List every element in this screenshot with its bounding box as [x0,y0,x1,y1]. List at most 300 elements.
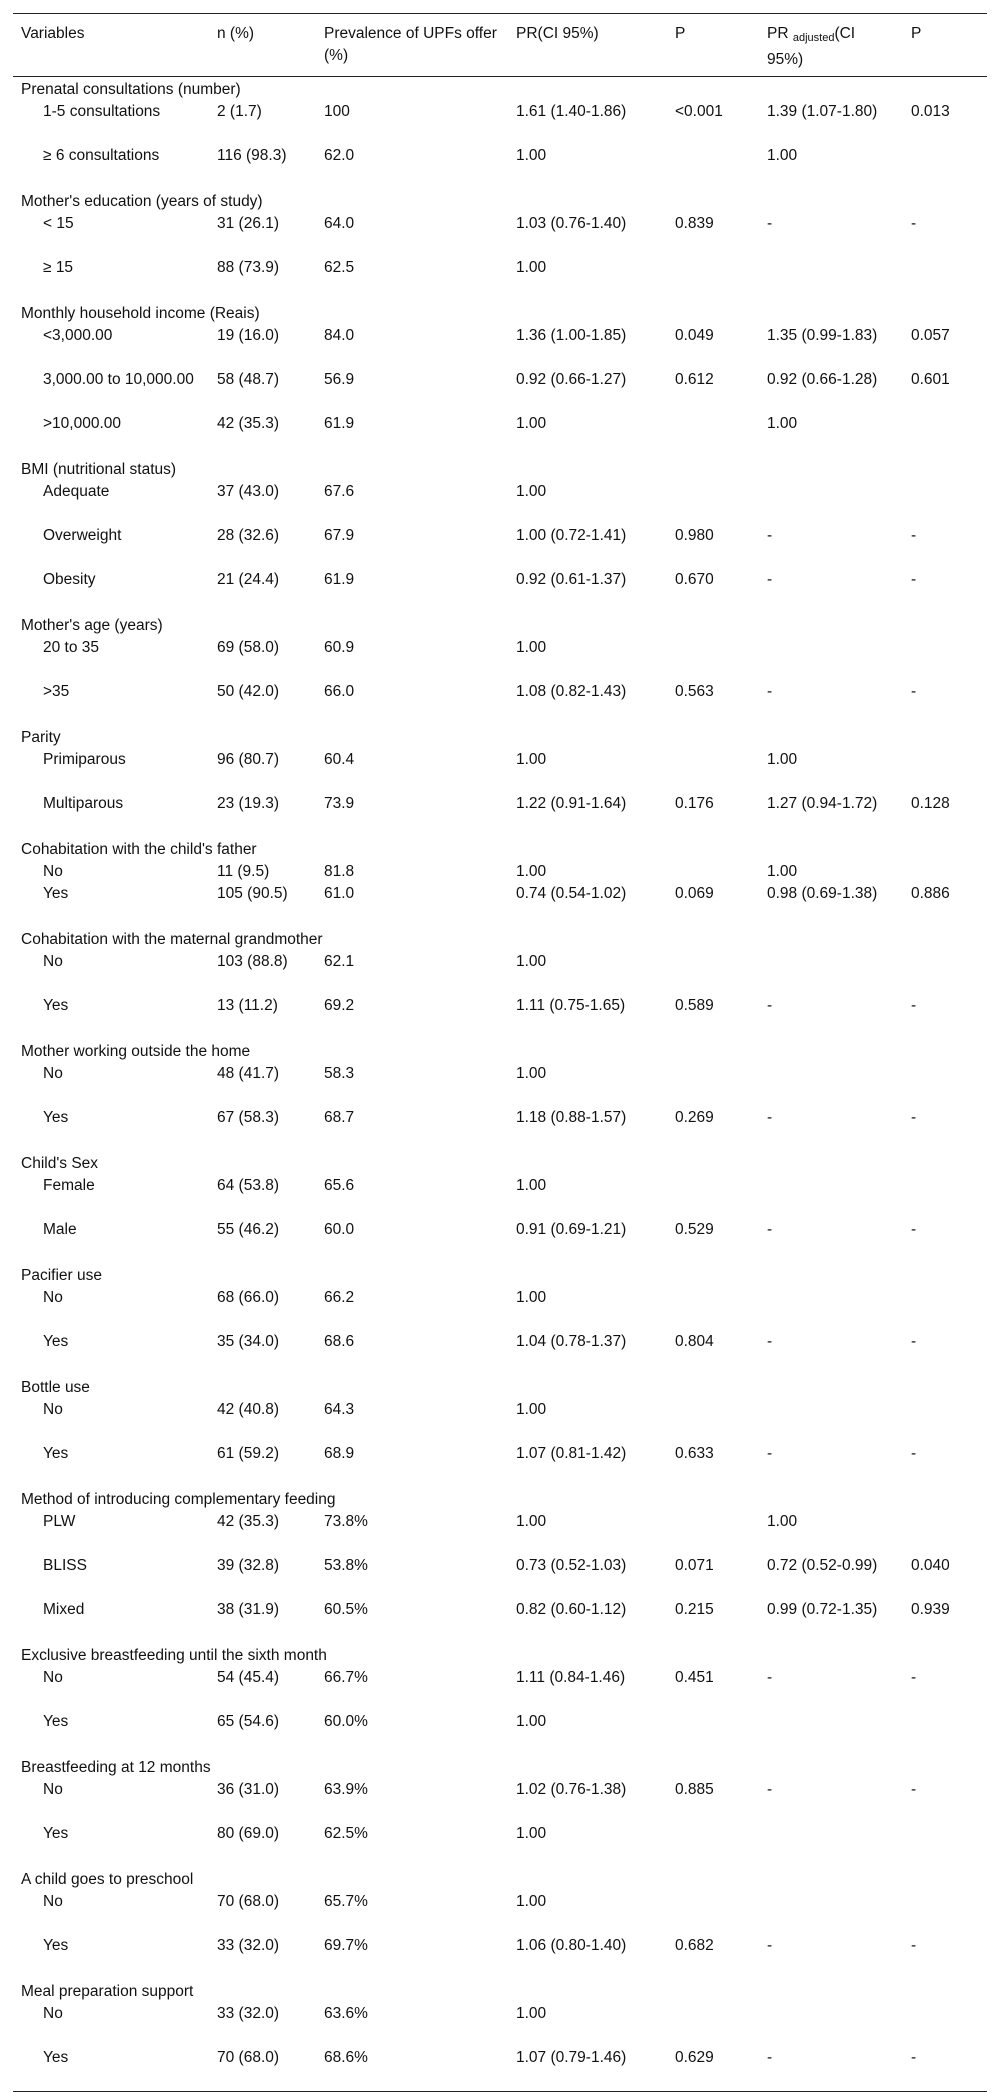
p-adjusted-cell: - [911,1333,917,1350]
p-adjusted-cell [903,145,987,189]
pr-adjusted-cell [759,1175,903,1219]
table-row [13,681,987,725]
n-cell: 69 (58.0) [217,639,280,656]
n-cell: 103 (88.8) [217,953,288,970]
pr-adjusted-cell: - [767,997,773,1014]
n-cell: 11 (9.5) [217,863,270,880]
pr-adjusted-cell: - [767,683,773,700]
prevalence-cell: 62.5% [324,1825,368,1842]
p-adjusted-cell [903,1287,987,1331]
prevalence-cell: 53.8% [324,1557,368,1574]
p-cell: 0.804 [675,1333,714,1350]
p-adjusted-cell: 0.128 [911,795,950,812]
n-cell: 42 (35.3) [217,1513,280,1530]
n-cell: 42 (40.8) [217,1401,280,1418]
pr-adjusted-cell: 0.99 (0.72-1.35) [767,1601,878,1618]
pr-adjusted-cell: 1.00 [767,751,798,768]
table-row [13,749,987,793]
p-adjusted-cell [903,637,987,681]
group-row [13,1375,987,1399]
prevalence-cell: 62.1 [324,953,355,970]
prevalence-cell: 68.6% [324,2049,368,2066]
prevalence-cell: 56.9 [324,371,355,388]
variable-cell: Yes [43,885,69,902]
pr-adjusted-cell [759,1891,903,1935]
n-cell: 2 (1.7) [217,103,262,120]
pr-cell: 0.92 (0.66-1.27) [516,371,627,388]
variable-cell: Female [43,1177,95,1194]
pr-adjusted-cell: - [767,571,773,588]
n-cell: 65 (54.6) [217,1713,280,1730]
pr-adjusted-cell: - [767,1333,773,1350]
p-cell [667,1511,759,1555]
table-row [13,1063,987,1107]
table-row [13,1711,987,1755]
p-cell: 0.589 [675,997,714,1014]
p-adjusted-cell [903,257,987,301]
p-cell [667,1175,759,1219]
variable-cell: ≥ 15 [43,259,74,276]
pr-cell: 0.91 (0.69-1.21) [516,1221,627,1238]
pr-adjusted-cell [759,1711,903,1755]
table-row [13,861,987,883]
header-p-adjusted: P [911,25,922,42]
variable-cell: 20 to 35 [43,639,100,656]
pr-cell: 1.04 (0.78-1.37) [516,1333,627,1350]
group-row [13,837,987,861]
header-variables: Variables [21,25,85,42]
p-adjusted-cell: - [911,527,917,544]
prevalence-cell: 66.0 [324,683,355,700]
pr-cell: 1.00 [516,1825,547,1842]
group-title: BMI (nutritional status) [21,461,177,478]
p-cell [667,481,759,525]
variable-cell: Yes [43,1109,69,1126]
variable-cell: Yes [43,2049,69,2066]
table-row [13,1399,987,1443]
group-title: Pacifier use [21,1267,102,1284]
group-row [13,1263,987,1287]
header-pr-adjusted-prefix: PR [767,25,789,42]
prevalence-cell: 68.6 [324,1333,355,1350]
header-n: n (%) [217,25,255,42]
p-cell: 0.612 [675,371,714,388]
variable-cell: Obesity [43,571,96,588]
p-adjusted-cell [903,1175,987,1219]
p-adjusted-cell: - [911,1445,917,1462]
p-cell [667,1711,759,1755]
variable-cell: Yes [43,1825,69,1842]
table-row [13,1219,987,1263]
table-row [13,525,987,569]
group-row [13,1487,987,1511]
group-row [13,1867,987,1891]
variable-cell: >10,000.00 [43,415,122,432]
pr-cell: 1.00 [516,863,547,880]
p-adjusted-cell: - [911,1669,917,1686]
pr-cell: 1.00 [516,639,547,656]
pr-cell: 1.03 (0.76-1.40) [516,215,627,232]
pr-adjusted-cell [759,951,903,995]
p-cell: 0.633 [675,1445,714,1462]
n-cell: 28 (32.6) [217,527,280,544]
variable-cell: Overweight [43,527,122,544]
variable-cell: No [43,953,63,970]
prevalence-cell: 60.4 [324,751,355,768]
prevalence-cell: 68.7 [324,1109,355,1126]
pr-cell: 1.00 [516,1177,547,1194]
table-row [13,637,987,681]
pr-adjusted-cell: - [767,1669,773,1686]
n-cell: 68 (66.0) [217,1289,280,1306]
table-row [13,257,987,301]
variable-cell: Yes [43,997,69,1014]
n-cell: 80 (69.0) [217,1825,280,1842]
pr-adjusted-cell [759,1287,903,1331]
table-row [13,1555,987,1599]
p-adjusted-cell [903,1711,987,1755]
prevalence-cell: 60.0% [324,1713,368,1730]
pr-adjusted-cell: 1.35 (0.99-1.83) [767,327,878,344]
prevalence-cell: 60.0 [324,1221,355,1238]
prevalence-cell: 84.0 [324,327,355,344]
variable-cell: < 15 [43,215,74,232]
table-row [13,325,987,369]
variable-cell: No [43,1893,63,1910]
prevalence-cell: 60.5% [324,1601,368,1618]
pr-cell: 1.00 [516,1289,547,1306]
table-row [13,883,987,927]
pr-adjusted-cell: - [767,1937,773,1954]
variable-cell: Yes [43,1445,69,1462]
pr-cell: 1.07 (0.79-1.46) [516,2049,627,2066]
variable-cell: No [43,1065,63,1082]
table-row [13,1443,987,1487]
n-cell: 19 (16.0) [217,327,280,344]
n-cell: 70 (68.0) [217,1893,280,1910]
pr-adjusted-cell: - [767,1109,773,1126]
pr-cell: 1.00 [516,1713,547,1730]
prevalence-cell: 64.3 [324,1401,355,1418]
pr-adjusted-cell: - [767,215,773,232]
variable-cell: ≥ 6 consultations [43,147,160,164]
table-row [13,995,987,1039]
n-cell: 48 (41.7) [217,1065,280,1082]
pr-adjusted-cell [759,1063,903,1107]
pr-adjusted-cell: 0.98 (0.69-1.38) [767,885,878,902]
p-cell: 0.176 [675,795,714,812]
pr-adjusted-cell: - [767,2049,773,2066]
p-cell [667,257,759,301]
p-cell: 0.629 [675,2049,714,2066]
p-cell: 0.071 [675,1557,714,1574]
variable-cell: Multiparous [43,795,124,812]
variable-cell: BLISS [43,1557,87,1574]
p-adjusted-cell [903,1399,987,1443]
prevalence-cell: 65.6 [324,1177,355,1194]
n-cell: 70 (68.0) [217,2049,280,2066]
pr-cell: 0.92 (0.61-1.37) [516,571,627,588]
pr-adjusted-cell: 1.00 [767,1513,798,1530]
table-row [13,369,987,413]
group-title: Meal preparation support [21,1983,194,2000]
prevalence-cell: 63.6% [324,2005,368,2022]
pr-cell: 1.11 (0.84-1.46) [516,1669,626,1686]
p-cell [667,1891,759,1935]
group-row [13,1643,987,1667]
n-cell: 33 (32.0) [217,2005,280,2022]
pr-adjusted-cell: 0.92 (0.66-1.28) [767,371,878,388]
pr-cell: 1.00 [516,953,547,970]
pr-adjusted-cell: - [767,1781,773,1798]
p-cell [667,951,759,995]
group-row [13,189,987,213]
n-cell: 35 (34.0) [217,1333,280,1350]
group-row [13,613,987,637]
p-adjusted-cell: 0.601 [911,371,950,388]
prevalence-cell: 60.9 [324,639,355,656]
p-adjusted-cell [903,481,987,525]
header-row [13,14,987,77]
table-row [13,1175,987,1219]
pr-cell: 1.07 (0.81-1.42) [516,1445,627,1462]
header-pr-adjusted-sub: adjusted [792,32,835,44]
p-cell: 0.269 [675,1109,714,1126]
table-row [13,2003,987,2047]
variable-cell: No [43,1781,63,1798]
group-row [13,927,987,951]
table-row [13,1891,987,1935]
pr-cell: 1.00 [516,1065,547,1082]
group-title: Method of introducing complementary feeding [21,1491,336,1508]
variable-cell: No [43,863,63,880]
pr-cell: 1.11 (0.75-1.65) [516,997,626,1014]
pr-cell: 1.00 [516,259,547,276]
p-cell: 0.451 [675,1669,714,1686]
n-cell: 39 (32.8) [217,1557,280,1574]
p-cell [667,1063,759,1107]
table-row [13,481,987,525]
p-cell: 0.529 [675,1221,714,1238]
variable-cell: No [43,1401,63,1418]
pr-cell: 1.00 [516,147,547,164]
p-adjusted-cell [903,749,987,793]
n-cell: 42 (35.3) [217,415,280,432]
pr-cell: 1.18 (0.88-1.57) [516,1109,627,1126]
n-cell: 37 (43.0) [217,483,280,500]
p-adjusted-cell: - [911,215,917,232]
p-adjusted-cell [903,1063,987,1107]
group-title: Child's Sex [21,1155,99,1172]
pr-adjusted-cell: 1.00 [767,415,798,432]
prevalence-cell: 67.6 [324,483,355,500]
prevalence-cell: 73.8% [324,1513,368,1530]
pr-adjusted-cell: 1.39 (1.07-1.80) [767,103,878,120]
prevalence-cell: 62.0 [324,147,355,164]
variable-cell: >35 [43,683,70,700]
p-adjusted-cell [903,413,987,457]
p-cell [667,1287,759,1331]
prevalence-cell: 58.3 [324,1065,355,1082]
pr-cell: 1.00 [516,1893,547,1910]
table-row [13,101,987,145]
p-cell: 0.839 [675,215,714,232]
p-adjusted-cell: 0.013 [911,103,950,120]
variable-cell: Adequate [43,483,110,500]
p-adjusted-cell: 0.886 [911,885,950,902]
table-row [13,1935,987,1979]
n-cell: 54 (45.4) [217,1669,280,1686]
group-title: Monthly household income (Reais) [21,305,260,322]
pr-adjusted-cell: 0.72 (0.52-0.99) [767,1557,878,1574]
pr-cell: 1.36 (1.00-1.85) [516,327,627,344]
variable-cell: <3,000.00 [43,327,113,344]
n-cell: 23 (19.3) [217,795,280,812]
p-adjusted-cell: - [911,1221,917,1238]
p-cell: 0.069 [675,885,714,902]
variable-cell: 1-5 consultations [43,103,161,120]
p-cell [667,2003,759,2047]
p-cell: 0.682 [675,1937,714,1954]
table-row [13,1823,987,1867]
pr-cell: 1.00 (0.72-1.41) [516,527,627,544]
header-pr-adjusted [759,14,903,77]
table-row [13,1331,987,1375]
n-cell: 38 (31.9) [217,1601,280,1618]
pr-cell: 1.02 (0.76-1.38) [516,1781,627,1798]
prevalence-cell: 68.9 [324,1445,355,1462]
group-title: Mother's age (years) [21,617,163,634]
pr-cell: 0.74 (0.54-1.02) [516,885,627,902]
table-row [13,2047,987,2092]
p-adjusted-cell: - [911,571,917,588]
n-cell: 55 (46.2) [217,1221,280,1238]
prevalence-cell: 64.0 [324,215,355,232]
n-cell: 50 (42.0) [217,683,280,700]
prevalence-cell: 69.2 [324,997,355,1014]
p-adjusted-cell [903,951,987,995]
pr-adjusted-cell [759,481,903,525]
p-adjusted-cell: - [911,1781,917,1798]
table-row [13,1779,987,1823]
p-cell [667,861,759,883]
pr-cell: 1.00 [516,1401,547,1418]
pr-adjusted-cell [759,257,903,301]
p-adjusted-cell: - [911,1937,917,1954]
header-pr: PR(CI 95%) [516,25,599,42]
group-row [13,77,987,102]
table-row [13,1667,987,1711]
header-p: P [675,25,686,42]
pr-cell: 1.00 [516,483,547,500]
pr-adjusted-cell [759,1823,903,1867]
group-row [13,1979,987,2003]
table-row [13,951,987,995]
n-cell: 96 (80.7) [217,751,280,768]
table-header [13,14,987,77]
table-row [13,793,987,837]
table-body [13,77,987,2092]
p-adjusted-cell [903,1511,987,1555]
group-title: Parity [21,729,61,746]
pr-adjusted-cell: 1.00 [767,863,798,880]
variable-cell: Mixed [43,1601,85,1618]
p-cell: 0.215 [675,1601,714,1618]
p-adjusted-cell [903,1823,987,1867]
n-cell: 61 (59.2) [217,1445,280,1462]
pr-cell: 1.06 (0.80-1.40) [516,1937,627,1954]
prevalence-cell: 62.5 [324,259,355,276]
table-row [13,1511,987,1555]
p-cell [667,413,759,457]
p-adjusted-cell [903,861,987,883]
p-adjusted-cell: 0.939 [911,1601,950,1618]
p-cell [667,637,759,681]
pr-adjusted-cell: 1.00 [767,147,798,164]
n-cell: 67 (58.3) [217,1109,280,1126]
n-cell: 21 (24.4) [217,571,280,588]
variable-cell: No [43,2005,63,2022]
p-adjusted-cell: - [911,2049,917,2066]
pr-cell: 1.08 (0.82-1.43) [516,683,627,700]
prevalence-cell: 61.9 [324,571,355,588]
n-cell: 64 (53.8) [217,1177,280,1194]
group-row [13,1755,987,1779]
p-cell [667,1823,759,1867]
group-row [13,301,987,325]
p-adjusted-cell: - [911,1109,917,1126]
pr-cell: 1.00 [516,1513,547,1530]
n-cell: 88 (73.9) [217,259,280,276]
prevalence-cell: 61.0 [324,885,355,902]
n-cell: 36 (31.0) [217,1781,280,1798]
variable-cell: Yes [43,1937,69,1954]
pr-adjusted-cell: - [767,527,773,544]
group-row [13,457,987,481]
table-row [13,1599,987,1643]
pr-adjusted-cell [759,2003,903,2047]
pr-cell: 0.82 (0.60-1.12) [516,1601,627,1618]
pr-adjusted-cell: - [767,1445,773,1462]
n-cell: 31 (26.1) [217,215,280,232]
table-row [13,569,987,613]
p-cell: 0.885 [675,1781,714,1798]
group-title: Cohabitation with the maternal grandmother [21,931,323,948]
p-adjusted-cell: - [911,997,917,1014]
p-cell [667,145,759,189]
results-table [13,13,987,2092]
prevalence-cell: 69.7% [324,1937,368,1954]
p-cell: 0.670 [675,571,714,588]
pr-cell: 1.61 (1.40-1.86) [516,103,627,120]
variable-cell: 3,000.00 to 10,000.00 [43,371,194,388]
header-pr-adjusted-suffix: (CI 95%) [767,25,856,68]
group-title: Bottle use [21,1379,90,1396]
prevalence-cell: 100 [324,103,350,120]
prevalence-cell: 81.8 [324,863,355,880]
table-row [13,145,987,189]
variable-cell: Primiparous [43,751,126,768]
prevalence-cell: 67.9 [324,527,355,544]
n-cell: 13 (11.2) [217,997,278,1014]
p-cell: 0.980 [675,527,714,544]
prevalence-cell: 65.7% [324,1893,368,1910]
n-cell: 58 (48.7) [217,371,280,388]
table-row [13,413,987,457]
variable-cell: No [43,1669,63,1686]
variable-cell: Yes [43,1713,69,1730]
p-cell [667,749,759,793]
